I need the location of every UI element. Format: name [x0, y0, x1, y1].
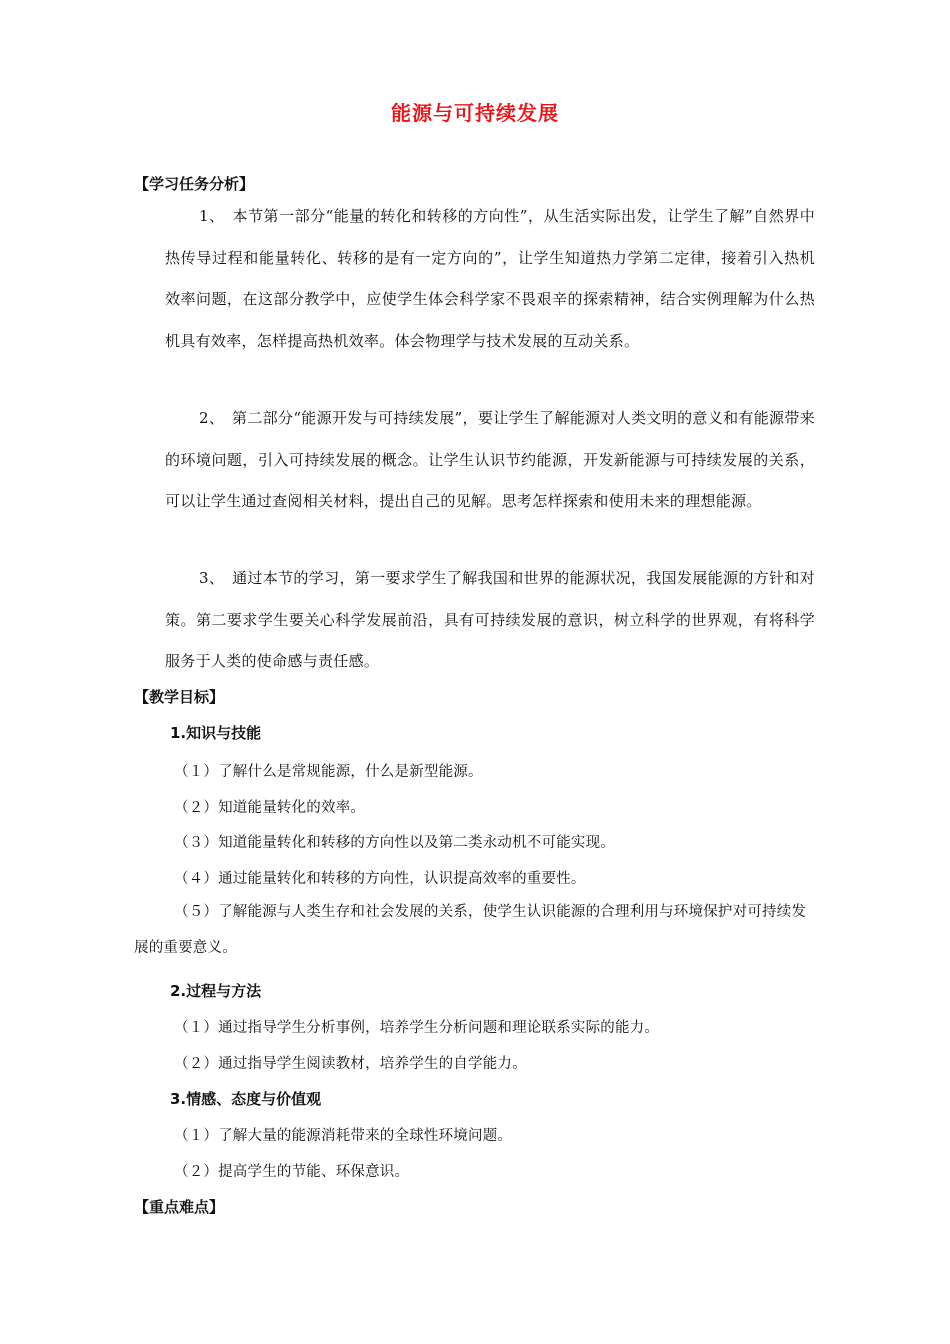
- knowledge-item-1: （１）了解什么是常规能源，什么是新型能源。: [174, 764, 483, 780]
- analysis-paragraph-1: 1、 本节第一部分“能量的转化和转移的方向性”，从生活实际出发，让学生了解”自然界中热传导过程和能量转化、转移的是有一定方向的”，让学生知道热力学第二定律，接着引入热机效率问题，在这部分教学中，应使学生体会科学家不畏艰辛的探索精神，结合实例理解为什么热机具有效率，怎样提高热机效率。体会物理学与技术发展的互动关系。: [165, 207, 815, 350]
- subheading-knowledge: 1.知识与技能: [170, 724, 262, 742]
- section-heading-goals: 【教学目标】: [134, 688, 225, 706]
- process-item-1: （１）通过指导学生分析事例，培养学生分析问题和理论联系实际的能力。: [174, 1020, 660, 1036]
- section-heading-analysis: 【学习任务分析】: [134, 175, 255, 193]
- page-title: 能源与可持续发展: [391, 101, 559, 125]
- emotion-item-1: （１）了解大量的能源消耗带来的全球性环境问题。: [174, 1128, 513, 1144]
- emotion-item-2: （２）提高学生的节能、环保意识。: [174, 1164, 410, 1180]
- knowledge-item-2: （２）知道能量转化的效率。: [174, 800, 366, 816]
- subheading-emotion: 3.情感、态度与价值观: [170, 1090, 322, 1108]
- knowledge-item-5: （５）了解能源与人类生存和社会发展的关系，使学生认识能源的合理利用与环境保护对可持续发展的重要意义。: [134, 904, 807, 956]
- process-item-2: （２）通过指导学生阅读教材，培养学生的自学能力。: [174, 1056, 527, 1072]
- analysis-paragraph-3: 3、 通过本节的学习，第一要求学生了解我国和世界的能源状况，我国发展能源的方针和对策。第二要求学生要关心科学发展前沿，具有可持续发展的意识，树立科学的世界观，有将科学服务于人类的使命感与责任感。: [165, 569, 815, 670]
- knowledge-item-4: （４）通过能量转化和转移的方向性，认识提高效率的重要性。: [174, 871, 586, 887]
- knowledge-item-3: （３）知道能量转化和转移的方向性以及第二类永动机不可能实现。: [174, 835, 615, 851]
- section-heading-key-points: 【重点难点】: [134, 1198, 225, 1216]
- analysis-paragraph-2: 2、 第二部分“能源开发与可持续发展”，要让学生了解能源对人类文明的意义和有能源带来的环境问题，引入可持续发展的概念。让学生认识节约能源，开发新能源与可持续发展的关系，可以让学生通过查阅相关材料，提出自己的见解。思考怎样探索和使用未来的理想能源。: [165, 409, 815, 510]
- subheading-process: 2.过程与方法: [170, 982, 262, 1000]
